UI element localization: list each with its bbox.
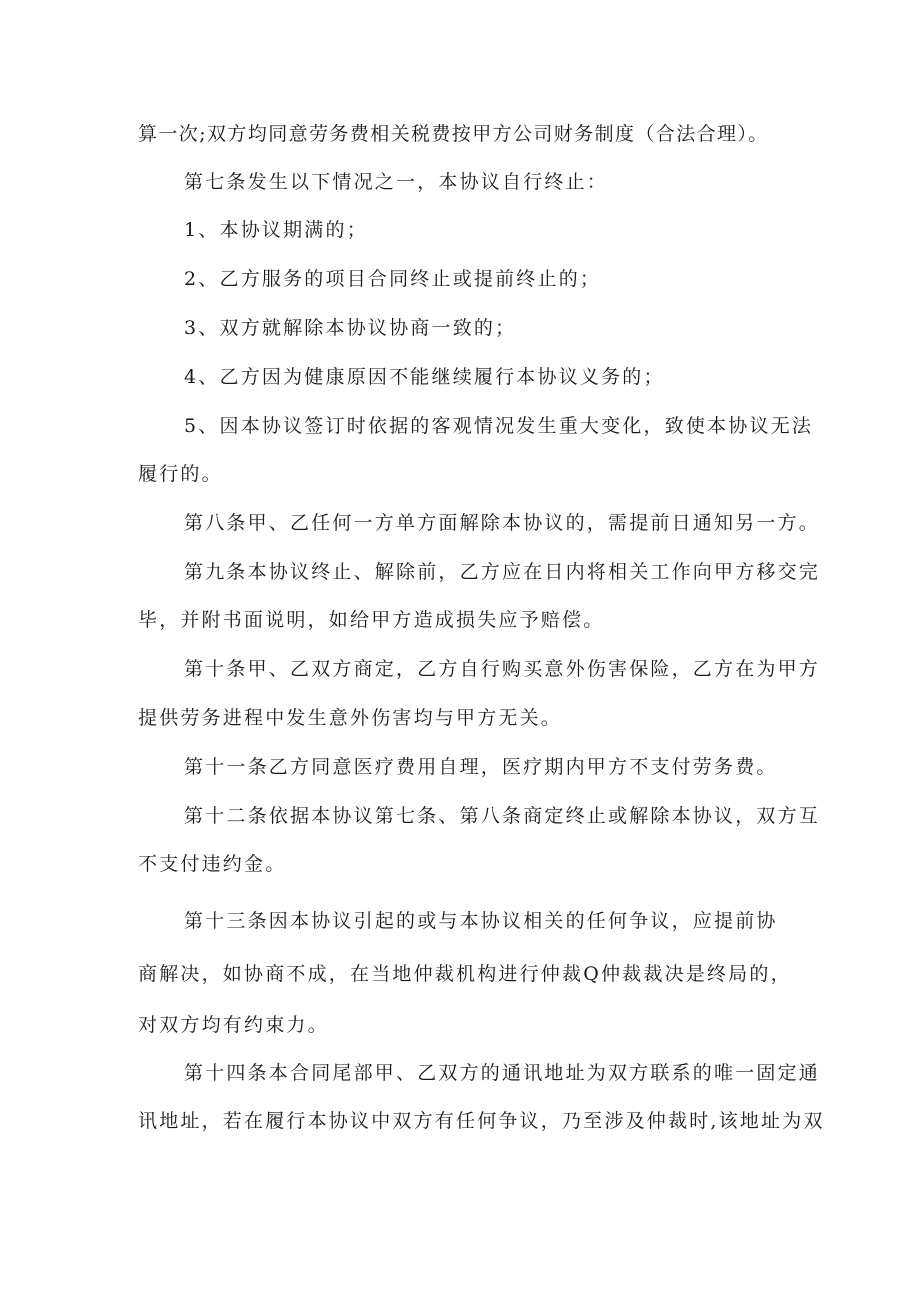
list-item: 2、乙方服务的项目合同终止或提前终止的； <box>184 268 602 290</box>
list-item: 1、本协议期满的； <box>184 219 368 241</box>
text-line: 讯地址，若在履行本协议中双方有任何争议，乃至涉及仲裁时,该地址为双 <box>138 1110 825 1132</box>
text-line: 履行的。 <box>138 463 223 485</box>
article-13: 第十三条因本协议引起的或与本协议相关的任何争议，应提前协 <box>184 910 778 932</box>
article-9: 第九条本协议终止、解除前，乙方应在日内将相关工作向甲方移交完 <box>184 561 821 583</box>
text-line: 不支付违约金。 <box>138 853 287 875</box>
text-line: 对双方均有约束力。 <box>138 1014 329 1036</box>
text-line: 商解决，如协商不成，在当地仲裁机构进行仲裁Q仲裁裁决是终局的， <box>138 963 792 985</box>
text-line: 提供劳务进程中发生意外伤害均与甲方无关。 <box>138 707 563 729</box>
list-item: 5、因本协议签订时依据的客观情况发生重大变化，致使本协议无法 <box>184 415 814 437</box>
article-10: 第十条甲、乙双方商定，乙方自行购买意外伤害保险，乙方在为甲方 <box>184 658 821 680</box>
list-item: 4、乙方因为健康原因不能继续履行本协议义务的； <box>184 366 665 388</box>
text-line: 毕，并附书面说明，如给甲方造成损失应予赔偿。 <box>138 609 605 631</box>
article-12: 第十二条依据本协议第七条、第八条商定终止或解除本协议，双方互 <box>184 805 821 827</box>
article-7-heading: 第七条发生以下情况之一，本协议自行终止： <box>184 171 609 193</box>
list-item: 3、双方就解除本协议协商一致的； <box>184 317 517 339</box>
text-line: 算一次;双方均同意劳务费相关税费按甲方公司财务制度（合法合理）。 <box>138 123 769 145</box>
article-14: 第十四条本合同尾部甲、乙双方的通讯地址为双方联系的唯一固定通 <box>184 1062 821 1084</box>
article-8: 第八条甲、乙任何一方单方面解除本协议的，需提前日通知另一方。 <box>184 512 821 534</box>
article-11: 第十一条乙方同意医疗费用自理，医疗期内甲方不支付劳务费。 <box>184 756 778 778</box>
